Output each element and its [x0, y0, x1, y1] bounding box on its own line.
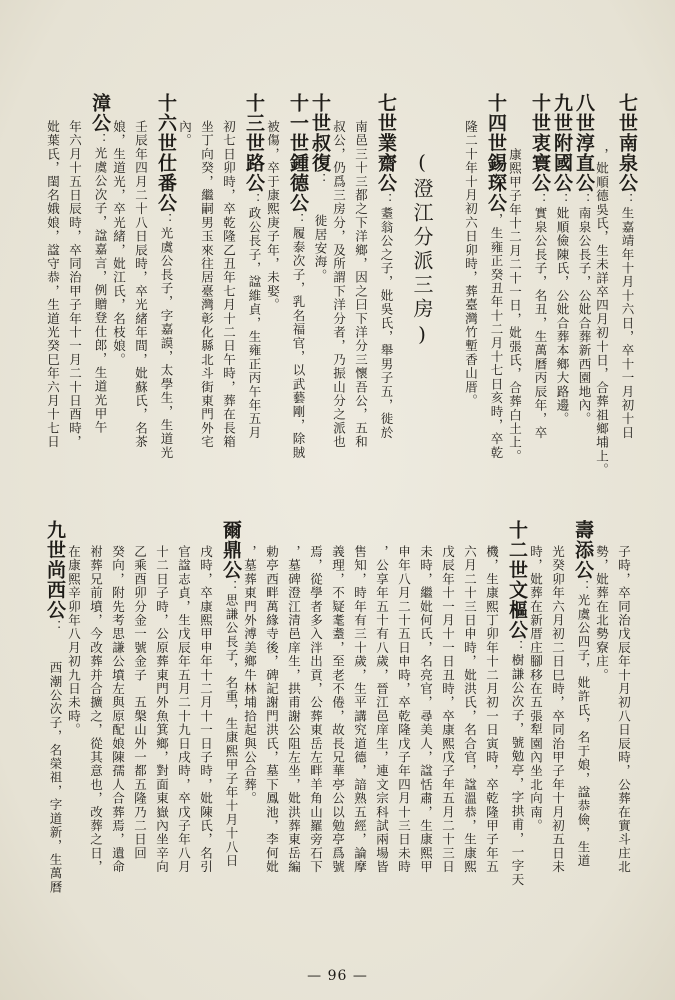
upper-col-5	[530, 93, 549, 523]
lower-col-24-text: 癸向，附先考思謙公墳左與原配娘陳孺人合葬焉，遺命	[110, 545, 126, 874]
upper-col-13-text: ：履泰次子，乳名福官，以武藝剛，除賊	[291, 213, 306, 460]
lower-col-8	[463, 545, 476, 940]
upper-col-9	[376, 93, 395, 523]
upper-col-6	[508, 148, 521, 523]
lower-col-19-text: ：思謙公長子，名重，生康熙甲子年十月十八日	[224, 580, 239, 868]
lower-col-6	[507, 520, 526, 940]
lower-col-10-text: 未時，繼妣何氏，名亮官，尋美人，諡恬肅，生康熙甲	[418, 545, 434, 874]
lower-col-3	[573, 520, 592, 940]
lower-col-11	[397, 545, 410, 940]
lower-col-5	[529, 545, 542, 940]
lower-col-21	[177, 545, 190, 940]
upper-col-7-head: 十四世錫琛公	[485, 93, 507, 213]
lower-col-12	[375, 545, 388, 940]
upper-col-4-head: 九世附國公	[551, 93, 573, 193]
upper-col-18-text: 內。	[177, 120, 193, 148]
upper-col-8-text: 隆二十年十月初六日卯時，葬臺灣竹塹香山厝。	[463, 120, 479, 408]
lower-col-12-text: ，公享年五十有八歲，晉江邑庠生，連文宗科試兩場皆	[374, 545, 390, 874]
lower-col-14-text: 義理，不疑耄耋，至老不倦，故長兄華亭公以勉亭爲號	[330, 545, 346, 874]
upper-col-15-head: 十三世路公	[243, 93, 265, 193]
upper-col-7-text: ，生雍正癸丑年十二月十七日亥時，卒乾	[489, 213, 504, 460]
upper-col-5-head: 十世衷寰公	[529, 93, 551, 193]
lower-col-14	[331, 545, 344, 940]
lower-col-19-head: 爾鼎公	[220, 520, 242, 580]
upper-col-2	[595, 148, 608, 523]
lower-col-27	[45, 520, 64, 940]
lower-col-13-text: 售知，時年有三十歲，生平講究道德，諳熟五經，論摩	[352, 545, 368, 874]
upper-col-14	[266, 120, 279, 523]
lower-col-2	[595, 545, 608, 940]
lower-col-2-text: 勢，妣葬在北勢寮庄。	[594, 545, 610, 682]
upper-col-1-text: ：生嘉靖年十月十六日，卒十一月初十日	[620, 193, 635, 440]
upper-col-9-text: ：耋翁公之子，妣吳氏，舉男子五，徙於	[379, 193, 394, 440]
lower-col-7	[485, 545, 498, 940]
upper-col-23-text: 年六月十五日辰時，卒同治甲子年十一月二十日酉時，	[67, 120, 83, 449]
upper-col-21	[112, 120, 125, 523]
upper-col-12	[310, 93, 329, 523]
lower-col-27-head: 九世尚西公	[44, 520, 66, 620]
upper-col-3-head: 八世淳直公	[573, 93, 595, 193]
lower-col-25	[89, 545, 102, 940]
lower-col-11-text: 申年八月二十五日申時，卒乾隆戊子年四月十三日未時	[396, 545, 412, 874]
upper-col-10	[354, 120, 367, 523]
upper-col-12-text: ： 徙居安海。	[313, 173, 328, 283]
upper-col-1	[617, 93, 636, 523]
upper-col-4	[552, 93, 571, 523]
section-title: (澄江分派三房)	[410, 150, 434, 350]
lower-col-20-text: 戌時，卒康熙甲申年十二月十一日子時，妣陳氏，名引	[198, 545, 214, 874]
lower-col-18	[243, 545, 256, 940]
upper-col-17	[200, 120, 213, 523]
lower-col-20	[199, 545, 212, 940]
upper-col-2-text: ，妣順德吳氏，生未詳卒四月初十日，合葬祖鄉埔上。	[594, 148, 610, 477]
upper-col-7	[486, 93, 505, 523]
lower-col-17	[265, 545, 278, 940]
upper-col-3	[574, 93, 593, 523]
lower-col-7-text: 機，生康熙丁卯年十二月初一日寅時，卒乾隆甲子年五	[484, 545, 500, 874]
upper-col-13-head: 十一世鍾德公	[287, 93, 309, 213]
upper-col-11-text: 叔公，仍爲三房分，及所謂下洋分者，乃振山分之派也	[331, 120, 347, 449]
upper-col-14-text: 被傷，卒于康熙庚子年，未娶。	[265, 120, 281, 312]
lower-col-25-text: 祔葬兄前墳，今改葬并合擴之，從其意也，改葬之日，	[88, 545, 104, 874]
upper-col-4-text: ：妣順儉陳氏，公妣合葬本鄉大路邊。	[555, 193, 570, 426]
upper-col-9-head: 七世業齋公	[375, 93, 397, 193]
upper-col-22	[90, 93, 109, 523]
upper-col-22-text: ：光虞公次子，諡嘉言，例贈登仕郎，生道光甲午	[93, 133, 108, 435]
lower-col-15-text: 焉，從學者多入泮出貢，公葬東岳左畔羊角山羅旁石下	[308, 545, 324, 874]
lower-col-9	[441, 545, 454, 940]
lower-col-9-text: 戊辰年十一月十一日丑時，卒康熙戊子年五月二十三日	[440, 545, 456, 874]
upper-col-17-text: 坐丁向癸，繼嗣男玉來往居臺灣彰化縣北斗街東門外宅	[199, 120, 215, 449]
upper-col-16	[222, 120, 235, 523]
lower-col-6-text: ：樹謙公次子，號勉亭，字拱甫，一字天	[510, 640, 525, 887]
lower-col-8-text: 六月二十三日申時，妣洪氏，名合官，諡溫恭，生康熙	[462, 545, 478, 874]
lower-col-16	[287, 545, 300, 940]
upper-col-10-text: 南邑三十三都之下洋鄉，因之曰下洋分三懷吾公，五和	[353, 120, 369, 449]
upper-col-24	[46, 120, 59, 523]
upper-col-6-text: 康熙甲子年十二月二十一日，妣張氏，合葬白土上。	[507, 148, 523, 464]
lower-col-3-head: 壽添公	[572, 520, 594, 580]
lower-col-26-text: 在康熙辛卯年八月初九日未時。	[66, 545, 82, 737]
lower-col-1-text: 子時，卒同治戊辰年十月初八日辰時，公葬在實斗庄北	[616, 545, 632, 874]
upper-col-8	[464, 120, 477, 523]
upper-col-3-text: ：南泉公長子，公妣合葬新西園地內。	[577, 193, 592, 426]
lower-col-22-text: 十二日子時，公原葬東門外魚箕鄉，對面東嶽內坐辛向	[154, 545, 170, 874]
lower-col-24	[111, 545, 124, 940]
upper-col-19	[156, 93, 175, 523]
lower-col-10	[419, 545, 432, 940]
lower-col-17-text: 勅亭西畔萬緣寺後，碑記謝門洪氏，墓下鳳池，李何妣	[264, 545, 280, 874]
lower-col-21-text: 官諡志貞，生戊辰年五月二十九日戌時，卒戊子年八月	[176, 545, 192, 874]
lower-col-22	[155, 545, 168, 940]
upper-col-5-text: ：實泉公長子，名丑，生萬曆丙辰年，卒	[533, 193, 548, 440]
upper-col-23	[68, 120, 81, 523]
lower-col-19	[221, 520, 240, 940]
upper-col-24-text: 妣葉氏，閨名娥娘，諡守恭，生道光癸巳年六月十七日	[45, 120, 61, 449]
upper-col-22-head: 漳公	[89, 93, 111, 133]
lower-col-15	[309, 545, 322, 940]
lower-col-3-text: ：光虞公四子，妣許氏，名于娘，諡恭儉，生道	[576, 580, 591, 868]
lower-col-26	[67, 545, 80, 940]
upper-col-1-head: 七世南泉公	[616, 93, 638, 193]
lower-col-4-text: 光癸卯年六月初二日巳時，卒同治甲子年十月初五日未	[550, 545, 566, 874]
lower-col-6-head: 十二世文樞公	[506, 520, 528, 640]
upper-col-19-head: 十六世仕番公	[155, 93, 177, 213]
lower-col-27-text: ： 西潮公次子，名榮祖，字道新，生萬曆	[48, 620, 63, 894]
upper-col-20-text: 壬辰年四月二十八日辰時，卒光緒年間，妣蘇氏，名茶	[133, 120, 149, 449]
upper-col-21-text: 娘，生道光，卒光緒，妣江氏，名枝娘。	[111, 120, 127, 367]
upper-col-12-head: 十世叔復	[309, 93, 331, 173]
page-number: — 96 —	[307, 968, 368, 984]
upper-col-18	[178, 120, 191, 523]
upper-col-15-text: ：政公長子，諡維貞，生雍正丙午年五月	[247, 193, 262, 440]
lower-col-1	[617, 545, 630, 940]
upper-col-13	[288, 93, 307, 523]
lower-col-23-text: 乙乘酉卯分金一號金子 五槃山外一都五隆乃二日回	[132, 545, 148, 861]
lower-col-18-text: ，墓葬東門外溥美鄉牛林埔拾起與公合葬。	[242, 545, 258, 806]
upper-col-16-text: 初七日卯時，卒乾隆乙丑年七月十二日午時，葬在長箱	[221, 120, 237, 449]
upper-col-19-text: ：光虞公長子，字嘉謨，太學生，生道光	[159, 213, 174, 460]
upper-col-15	[244, 93, 263, 523]
lower-col-23	[133, 545, 146, 940]
lower-col-16-text: ，墓碑澄江清邑庠生，拱甫謝公阻左坐，妣洪葬東岳編	[286, 545, 302, 874]
lower-col-13	[353, 545, 366, 940]
upper-col-11	[332, 120, 345, 523]
lower-col-5-text: 時，妣葬在新厝庄腳移在五張犁園內坐北向南。	[528, 545, 544, 833]
lower-col-4	[551, 545, 564, 940]
upper-col-20	[134, 120, 147, 523]
